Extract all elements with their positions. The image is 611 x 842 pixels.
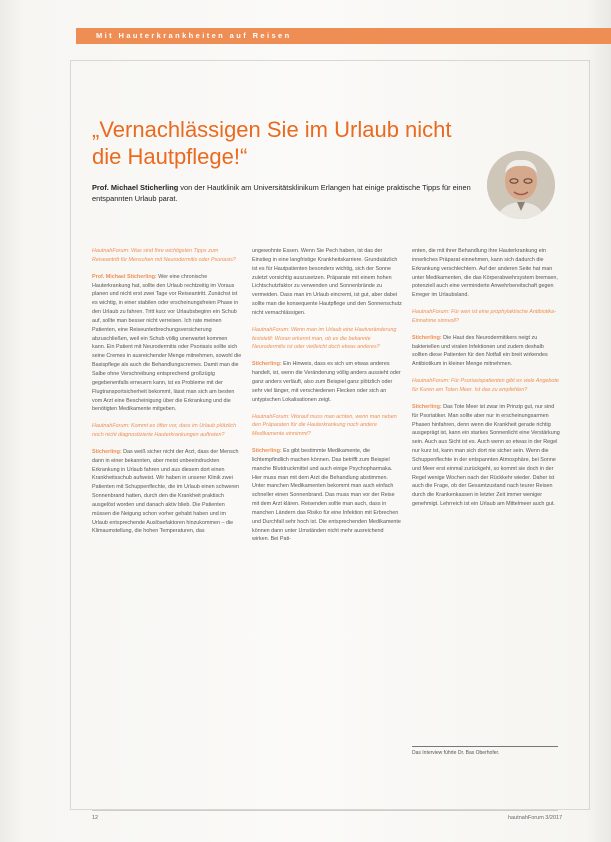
speaker-label: HautnahForum: [412, 378, 450, 385]
portrait-photo-icon [487, 151, 555, 219]
paragraph-text: Für wen ist eine prophylaktische Antibiotika-Einnahme sinnvoll? [412, 309, 556, 324]
interview-answer [92, 448, 242, 536]
paragraph-text: Die Haut des Neurodermitikers neigt zu bakteriellen und viralen Infektionen und zudem deshalb sollten diese Patienten für den Notfall ein breit wirkendes Antibiotikum in kleiner Menge mitnehmen. [412, 334, 548, 368]
page-number: 12 [92, 815, 99, 821]
interview-question [252, 326, 402, 353]
speaker-label: HautnahForum: [92, 248, 130, 254]
paragraph-text: Wer eine chronische Hauterkrankung hat, sollte den Urlaub rechtzeitig im Voraus planen und nicht erst zwei Tage vor Reiseantritt. Zunächst ist es wichtig, in einer stabilen oder erscheinungsfreien Phase in den Urlaub zu fahren. Tritt kurz vor Urlaubsbeginn ein Schub auf, sollte man besser nicht verreisen. Ich rate meinen Patienten, eine Reiseunterbrechungsversicherung abzuschließen, weil ein Schub völlig unerwartet kommen kann. Ein Patient mit Neurodermitis oder Psoriasis sollte sich seine Cremes in ausreichender Menge mitnehmen, sowohl die Basispflege als auch die Behandlungscremes. Damit man die Salbe ohne Verschreibung entsprechend großzügig gegebenenfalls erneuern kann, ist es Probleme mit der Flugtransportsicherheit bekommt, lässt man sich am besten vom Arzt eine Bescheinigung über die Erkrankung und die benötigten Medikamente mitgeben. [92, 273, 242, 413]
headline-line-2: die Hautpflege!“ [92, 144, 248, 169]
issue-label: hautnahForum 3/2017 [508, 815, 563, 821]
paragraph-text: Wenn man im Urlaub eine Hautveränderung feststellt: Woran erkennt man, ob es die bekannte Neurodermitis ist oder vielleicht doch etwas anderes? [252, 326, 397, 351]
paragraph-text: Das weiß sicher nicht der Arzt, dass der Mensch dann in einer bekannten, aber meist unbeeindruckten Erkrankung in Urlaub fahren und aus diesem dort einen Krankheitsschub aufweist. Wir haben in unserer Klinik zwei Patienten mit Schuppenflechte, die im Urlaub einen schweren Sonnenbrand hatten, durch den die Krankheit praktisch ausgelöst worden und danach aktiv blieb. Die Patienten müssen die Neigung schon vorher gehabt haben und im Urlaub entsprechende Auslösefaktoren hinzukommen – die Klimaumstellung, die hohen Temperaturen, das [92, 448, 240, 535]
text-column-2 [252, 247, 402, 552]
interview-credit: Das Interview führte Dr. Bas Oberhofer. [412, 750, 500, 756]
speaker-label: Sticherling: [252, 361, 282, 368]
paragraph-text: Für Psoriasispatienten gibt es viele Angebote für Kuren am Toten Meer. Ist das zu empfehlen? [412, 378, 559, 393]
speaker-label: HautnahForum: [412, 309, 450, 316]
paragraph-text: Worauf muss man achten, wenn man neben den Präparaten für die Hauterkrankung noch andere Medikamente einnimmt? [252, 413, 397, 438]
section-title: Mit Hauterkrankheiten auf Reisen [96, 31, 292, 40]
intro-expert-name: Prof. Michael Sticherling [92, 183, 179, 192]
interview-question [92, 247, 242, 265]
paragraph-text: enten, die mit ihrer Behandlung ihre Hauterkrankung ein innerliches Präparat einnehmen, kann sich dadurch die Erkrankung verschlechtern. Auf der anderen Seite hat man unter Medikamenten, die das Körperabwehrsystem bremsen, potenziell auch eine verminderte Anwehrbereitschaft gegen Erreger im Urlaubsland. [412, 248, 558, 299]
paragraph-text: Was sind Ihre wichtigsten Tipps zum Reiseantritt für Menschen mit Neurodermitis oder Psoriasis? [92, 248, 236, 263]
article-intro [92, 183, 484, 204]
speaker-label: Prof. Michael Sticherling: [92, 273, 157, 280]
speaker-label: Sticherling: [412, 403, 442, 410]
interview-question [412, 377, 560, 395]
headline [92, 116, 512, 170]
interview-answer [252, 447, 402, 544]
interview-answer [412, 247, 560, 300]
paragraph-text: Kommt es öfter vor, dass im Urlaub plötzlich noch nicht diagnostizierte Hauterkrankungen auftreten? [92, 423, 237, 439]
speaker-label: Sticherling: [412, 334, 442, 341]
speaker-label: HautnahForum: [252, 326, 290, 333]
text-column-3 [412, 247, 560, 517]
author-portrait [487, 151, 555, 219]
speaker-label: Sticherling: [92, 448, 122, 455]
paragraph-text: Das Tote Meer ist zwar im Prinzip gut, nur sind für Psoriatiker. Man sollte aber nur in erscheinungsarmen Phasen hinfahren, denn wenn die Krankheit gerade richtig ausgeprägt ist, kann ein starkes Sonnenlicht eine Verstärkung sein. Auch aus Sicht ist es. Auch wenn so etwas in der Regel nur kurz ist, kann man sich dort nie sicher sein. Wenn die Schuppenflechte in der entspannten Atmosphäre, bei Sonne und Meer erst einmal zurückgeht, so kommt sie doch in der Regel wenige Wochen nach der Rückkehr wieder. Daher ist auch die Frage, ob der Gesamtzustand nach teurer Reisen durch die Krankenkassen in letzter Zeit immer weniger genehmigt. Lehrreich ist ein Urlaub am Mittelmeer auch gut. [412, 403, 560, 508]
interview-answer [252, 247, 402, 318]
paragraph-text: Ein Hinweis, dass es sich um etwas anderes handelt, ist, wenn die Veränderung völlig anders aussieht oder ganz anders verläuft, also zum Beispiel ganz plötzlich oder sehr viel länger, mit verschiedenen Flecken oder sich an untypischen Lokalisationen zeigt. [252, 361, 401, 403]
interview-question [252, 413, 402, 440]
interview-answer [412, 403, 560, 509]
interview-answer [92, 273, 242, 415]
speaker-label: HautnahForum: [252, 413, 290, 420]
speaker-label: Sticherling: [252, 448, 282, 455]
headline-line-1: „Vernachlässigen Sie im Urlaub nicht [92, 117, 452, 142]
intro-text: von der Hautklinik am Universitätsklinikum Erlangen hat einige praktische Tipps für einen entspannten Urlaub parat. [92, 183, 471, 203]
speaker-label: HautnahForum: [92, 423, 130, 430]
paragraph-text: Es gibt bestimmte Medikamente, die lichtempfindlich machen können. Das betrifft zum Beispiel manche Blutdruckmittel und auch einige Psychopharmaka. Hier muss man mit dem Arzt die Behandlung abstimmen. Unter manchen Medikamenten bekommt man auch einfach schneller einen Sonnenbrand. Das muss man vor der Reise mit dem Arzt klären. Reisenden sollte man auch, dass in manchen Ländern das Risiko für eine Infektion mit Erbrechen und Durchfall sehr hoch ist. Die entsprechenden Medikamente können dann unter Umständen nicht mehr ausreichend wirken. Bei Pati- [252, 448, 401, 543]
interview-answer [252, 360, 402, 404]
paragraph-text: ungewohnte Essen. Wenn Sie Pech haben, ist das der Einstieg in eine langfristige Krankheitskarriere. Grundsätzlich ist es für Hautpatienten besonders wichtig, sich der Sonne zuletzt vorsichtig auszusetzen. Präparate mit einem hohen Lichtschutzfaktor zu verwenden und Sonnenbrände zu vermeiden. Dass man im Urlaub eincremt, ist gut, aber dabei sollte man die konsequente Hautpflege und den Sonnenschutz nicht vernachlässigen. [252, 248, 402, 316]
interview-question [92, 422, 242, 440]
interview-question [412, 308, 560, 326]
text-column-1 [92, 247, 242, 544]
credit-divider [412, 746, 558, 747]
footer-divider [92, 810, 558, 811]
interview-answer [412, 334, 560, 369]
